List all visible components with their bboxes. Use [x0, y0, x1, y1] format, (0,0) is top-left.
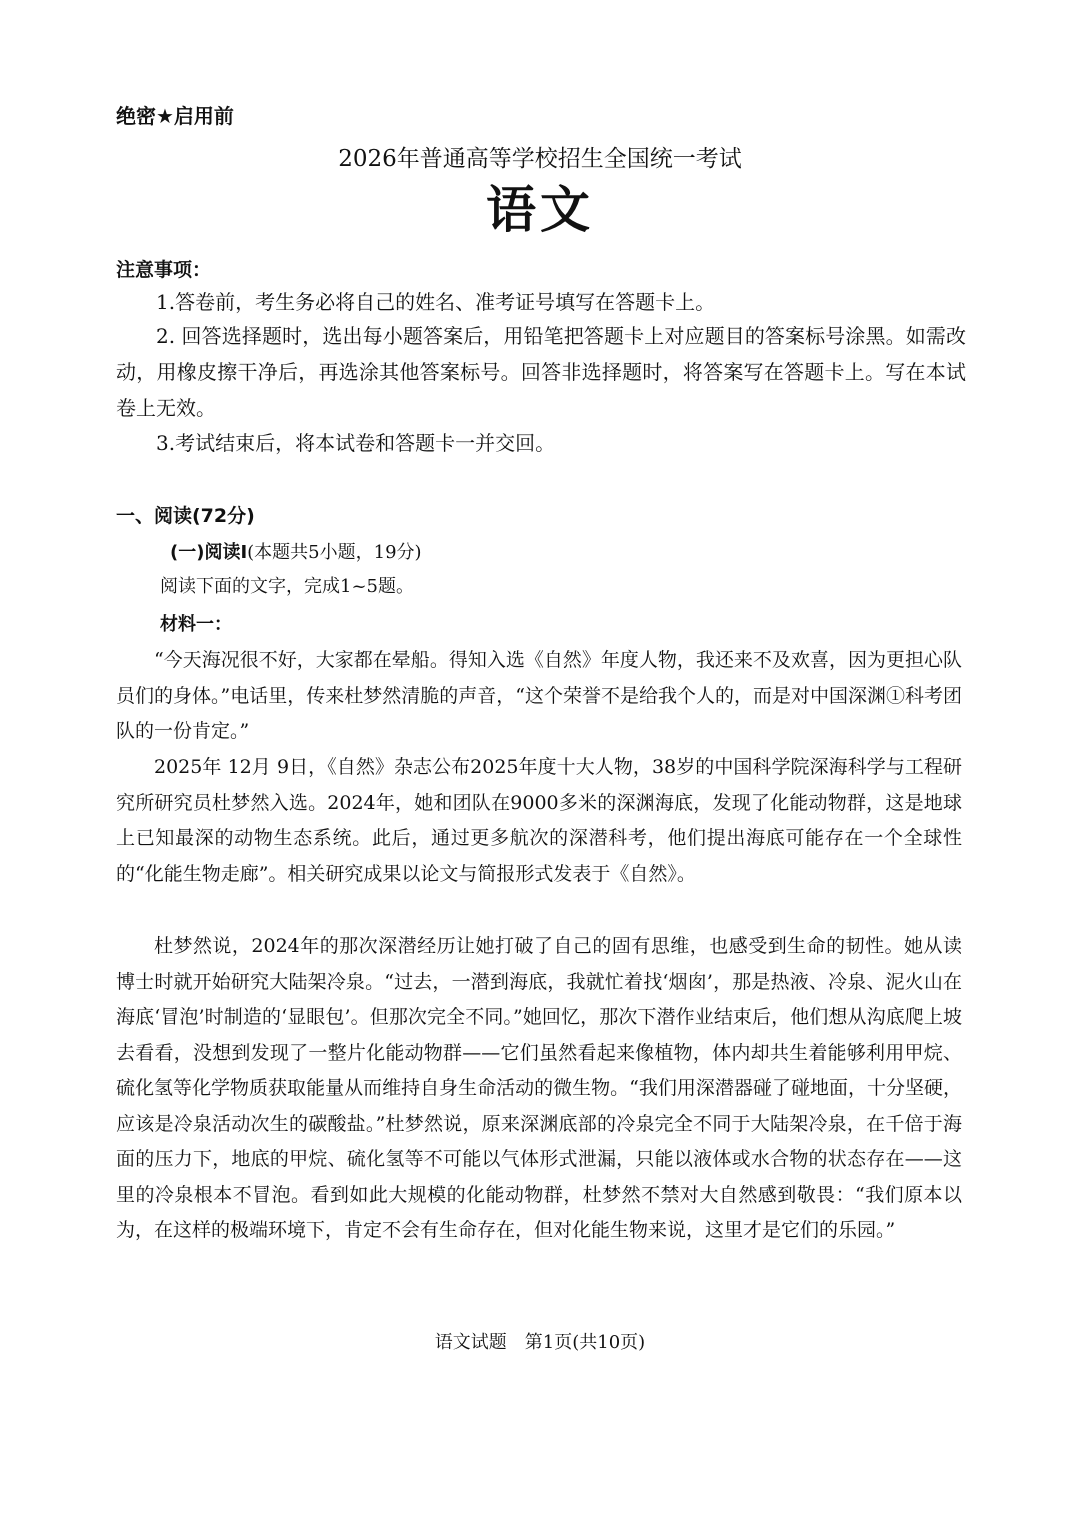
- subsection-note: (本题共5小题，19分): [247, 542, 422, 563]
- reading-instruction: 阅读下面的文字，完成1~5题。: [160, 576, 414, 597]
- passage-paragraph-1: “今天海况很不好，大家都在晕船。得知入选《自然》年度人物，我还来不及欢喜，因为更担心队员们的身体。”电话里，传来杜梦然清脆的声音，“这个荣誉不是给我个人的，而是对中国深渊①科考团队的一份肯定。”: [116, 649, 962, 742]
- passage-paragraph-2: 2025年 12月 9日，《自然》杂志公布2025年度十大人物，38岁的中国科学院深海科学与工程研究所研究员杜梦然入选。2024年，她和团队在9000多米的深渊海底，发现了化能动物群，这是地球上已知最深的动物生态系统。此后，通过更多航次的深潜科考，他们提出海底可能存在一个全球性的“化能生物走廊”。相关研究成果以论文与简报形式发表于《自然》。: [116, 756, 962, 885]
- exam-title: 2026年普通高等学校招生全国统一考试: [338, 146, 742, 172]
- notice-heading: 注意事项：: [116, 259, 212, 281]
- page-footer: 语文试题 第1页(共10页): [434, 1332, 646, 1353]
- subject-title: 语文: [486, 181, 594, 239]
- section-heading: 一、阅读(72分): [116, 505, 255, 527]
- confidential-label: 绝密★启用前: [116, 104, 234, 128]
- subsection-heading: [170, 538, 422, 564]
- notice-item-3: 3.考试结束后，将本试卷和答题卡一并交回。: [156, 431, 556, 455]
- notice-item-2: 2. 回答选择题时，选出每小题答案后，用铅笔把答题卡上对应题目的答案标号涂黑。如需改动，用橡皮擦干净后，再选涂其他答案标号。回答非选择题时，将答案写在答题卡上。写在本试卷上无效。: [116, 324, 966, 420]
- passage-paragraph-3: 杜梦然说，2024年的那次深潜经历让她打破了自己的固有思维，也感受到生命的韧性。她从读博士时就开始研究大陆架冷泉。“过去，一潜到海底，我就忙着找‘烟囱’，那是热液、冷泉、泥火山在海底‘冒泡’时制造的‘显眼包’。但那次完全不同。”她回忆，那次下潜作业结束后，他们想从沟底爬上坡去看看，没想到发现了一整片化能动物群——它们虽然看起来像植物，体内却共生着能够利用甲烷、硫化氢等化学物质获取能量从而维持自身生命活动的微生物。“我们用深潜器碰了碰地面，十分坚硬，应该是冷泉活动次生的碳酸盐。”杜梦然说，原来深渊底部的冷泉完全不同于大陆架冷泉，在千倍于海面的压力下，地底的甲烷、硫化氢等不可能以气体形式泄漏，只能以液体或水合物的状态存在——这里的冷泉根本不冒泡。看到如此大规模的化能动物群，杜梦然不禁对大自然感到敬畏：“我们原本以为，在这样的极端环境下，肯定不会有生命存在，但对化能生物来说，这里才是它们的乐园。”: [116, 935, 962, 1241]
- subsection-label: (一)阅读Ⅰ: [170, 542, 248, 563]
- notice-item-1: 1.答卷前，考生务必将自己的姓名、准考证号填写在答题卡上。: [156, 290, 716, 314]
- material-label: 材料一：: [160, 614, 232, 635]
